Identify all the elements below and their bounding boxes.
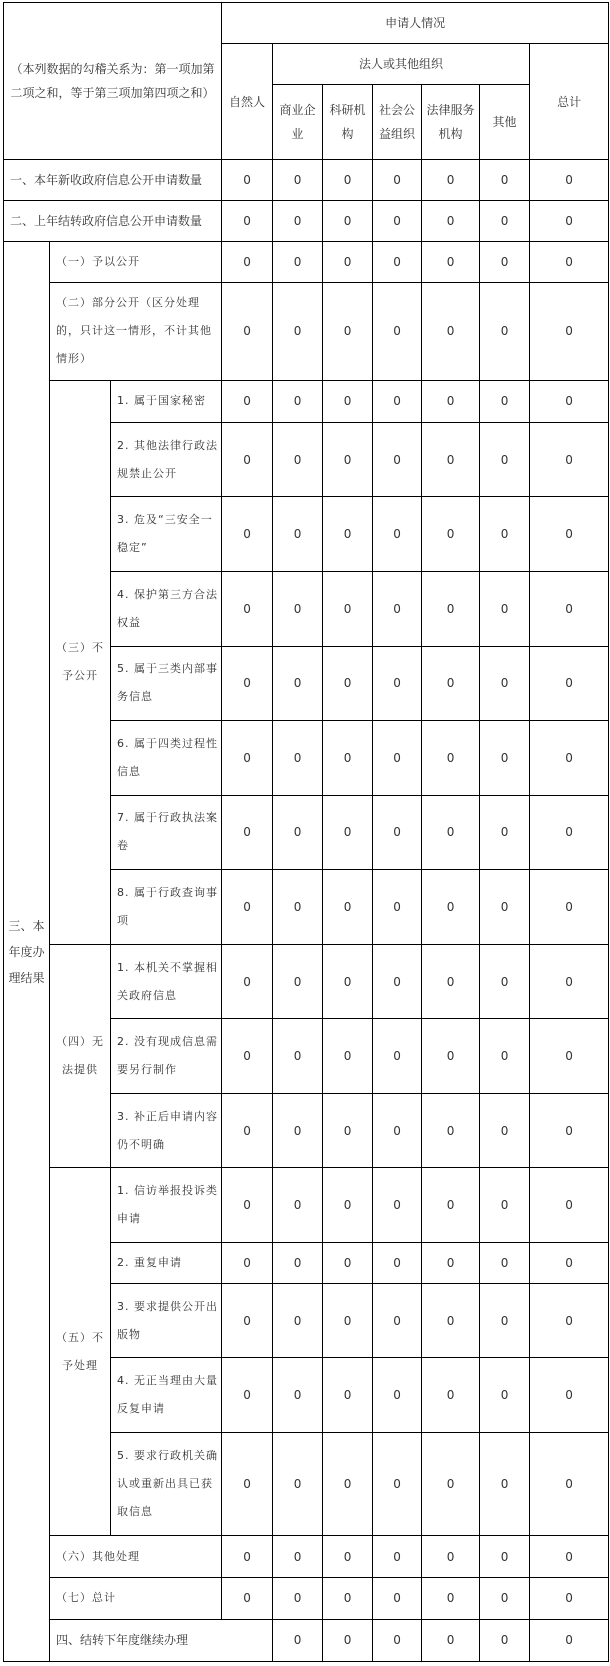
value-cell: 0 [422,870,480,945]
value-cell: 0 [530,1619,609,1661]
value-cell: 0 [422,380,480,422]
value-cell: 0 [422,571,480,646]
group-label-not-disclosed: （三）不予公开 [50,380,111,944]
value-cell: 0 [530,1433,609,1536]
value-cell: 0 [530,282,609,380]
value-cell: 0 [222,721,273,796]
value-cell: 0 [323,721,373,796]
value-cell: 0 [530,1536,609,1578]
header-other: 其他 [480,84,530,160]
value-cell: 0 [273,571,323,646]
value-cell: 0 [273,422,323,497]
item-label: 6. 属于四类过程性信息 [111,721,222,796]
value-cell: 0 [422,1093,480,1168]
header-total: 总计 [530,43,609,159]
value-cell: 0 [480,944,530,1019]
value-cell: 0 [373,1578,422,1620]
value-cell: 0 [222,422,273,497]
value-cell: 0 [222,1168,273,1243]
item-label: 3. 补正后申请内容仍不明确 [111,1093,222,1168]
item-label: 3. 要求提供公开出版物 [111,1283,222,1358]
row-label-new-applications: 一、本年新收政府信息公开申请数量 [4,160,222,201]
value-cell: 0 [273,1243,323,1284]
value-cell: 0 [530,1283,609,1358]
value-cell: 0 [480,1536,530,1578]
value-cell: 0 [373,870,422,945]
value-cell: 0 [480,1093,530,1168]
value-cell: 0 [222,1358,273,1433]
value-cell: 0 [323,1093,373,1168]
group-label-unable-to-provide: （四）无法提供 [50,944,111,1168]
item-label: 7. 属于行政执法案卷 [111,795,222,870]
value-cell: 0 [480,380,530,422]
value-cell: 0 [373,1536,422,1578]
value-cell: 0 [422,1283,480,1358]
value-cell: 0 [373,201,422,242]
value-cell: 0 [530,1168,609,1243]
item-label: 2. 其他法律行政法规禁止公开 [111,422,222,497]
table-row [4,1578,609,1620]
value-cell: 0 [373,282,422,380]
value-cell: 0 [480,1168,530,1243]
value-cell: 0 [530,1358,609,1433]
header-note: （本列数据的勾稽关系为：第一项加第二项之和，等于第三项加第四项之和） [4,3,222,160]
value-cell: 0 [422,646,480,721]
application-statistics-table [3,2,609,1662]
value-cell: 0 [530,380,609,422]
value-cell: 0 [373,380,422,422]
value-cell: 0 [323,282,373,380]
value-cell: 0 [373,1358,422,1433]
value-cell: 0 [222,1433,273,1536]
value-cell: 0 [480,1578,530,1620]
value-cell: 0 [273,795,323,870]
row-label-partially-disclosed: （二）部分公开（区分处理的，只计这一情形，不计其他情形） [50,282,222,380]
value-cell: 0 [273,1619,323,1661]
value-cell: 0 [480,422,530,497]
value-cell: 0 [373,721,422,796]
value-cell: 0 [373,795,422,870]
value-cell: 0 [530,1243,609,1284]
value-cell: 0 [422,1243,480,1284]
value-cell: 0 [480,160,530,201]
value-cell: 0 [273,242,323,283]
value-cell: 0 [422,497,480,572]
value-cell: 0 [323,497,373,572]
value-cell: 0 [323,1578,373,1620]
value-cell: 0 [323,422,373,497]
value-cell: 0 [480,571,530,646]
value-cell: 0 [480,1019,530,1094]
value-cell: 0 [422,1168,480,1243]
value-cell: 0 [222,160,273,201]
value-cell: 0 [273,1283,323,1358]
value-cell: 0 [323,1243,373,1284]
value-cell: 0 [323,201,373,242]
value-cell: 0 [422,1619,480,1661]
item-label: 1. 属于国家秘密 [111,380,222,422]
value-cell: 0 [373,1433,422,1536]
value-cell: 0 [273,380,323,422]
value-cell: 0 [273,1168,323,1243]
value-cell: 0 [530,497,609,572]
value-cell: 0 [273,870,323,945]
header-natural-person: 自然人 [222,43,273,159]
value-cell: 0 [323,1283,373,1358]
value-cell: 0 [480,646,530,721]
value-cell: 0 [273,646,323,721]
value-cell: 0 [373,497,422,572]
value-cell: 0 [323,1433,373,1536]
value-cell: 0 [480,795,530,870]
value-cell: 0 [530,944,609,1019]
value-cell: 0 [530,571,609,646]
table-row [4,160,609,201]
value-cell: 0 [480,1243,530,1284]
value-cell: 0 [480,1283,530,1358]
table-row [4,380,609,422]
value-cell: 0 [323,380,373,422]
value-cell: 0 [530,721,609,796]
item-label: 4. 无正当理由大量反复申请 [111,1358,222,1433]
header-legal-service: 法律服务机构 [422,84,480,160]
value-cell: 0 [273,497,323,572]
value-cell: 0 [273,1019,323,1094]
value-cell: 0 [373,571,422,646]
value-cell: 0 [373,1168,422,1243]
value-cell: 0 [530,242,609,283]
value-cell: 0 [530,1019,609,1094]
value-cell: 0 [222,646,273,721]
value-cell: 0 [530,160,609,201]
value-cell: 0 [480,282,530,380]
header-row-1 [4,3,609,44]
value-cell: 0 [480,1619,530,1661]
table-row [4,201,609,242]
value-cell: 0 [480,201,530,242]
value-cell: 0 [422,721,480,796]
value-cell: 0 [373,1619,422,1661]
value-cell: 0 [273,1093,323,1168]
value-cell: 0 [530,646,609,721]
row-label-other-handling: （六）其他处理 [50,1536,222,1578]
value-cell: 0 [373,1283,422,1358]
item-label: 1. 信访举报投诉类申请 [111,1168,222,1243]
value-cell: 0 [273,282,323,380]
item-label: 5. 属于三类内部事务信息 [111,646,222,721]
value-cell: 0 [373,1019,422,1094]
value-cell: 0 [273,1433,323,1536]
value-cell: 0 [422,242,480,283]
value-cell: 0 [422,1578,480,1620]
value-cell: 0 [273,944,323,1019]
value-cell: 0 [373,944,422,1019]
item-label: 2. 没有现成信息需要另行制作 [111,1019,222,1094]
value-cell: 0 [323,160,373,201]
value-cell: 0 [373,160,422,201]
item-label: 3. 危及“三安全一稳定” [111,497,222,572]
value-cell: 0 [222,497,273,572]
value-cell: 0 [222,1578,273,1620]
table-row [4,944,609,1019]
row-label-carried-over: 二、上年结转政府信息公开申请数量 [4,201,222,242]
value-cell: 0 [222,1536,273,1578]
value-cell: 0 [222,380,273,422]
item-label: 5. 要求行政机关确认或重新出具已获取信息 [111,1433,222,1536]
item-label: 2. 重复申请 [111,1243,222,1284]
value-cell: 0 [530,1578,609,1620]
value-cell: 0 [422,1019,480,1094]
value-cell: 0 [422,1433,480,1536]
value-cell: 0 [422,201,480,242]
value-cell: 0 [273,721,323,796]
value-cell: 0 [422,422,480,497]
value-cell: 0 [273,1536,323,1578]
value-cell: 0 [222,870,273,945]
table-row [4,282,609,380]
value-cell: 0 [422,1358,480,1433]
value-cell: 0 [480,870,530,945]
value-cell: 0 [373,242,422,283]
value-cell: 0 [373,646,422,721]
item-label: 8. 属于行政查询事项 [111,870,222,945]
value-cell: 0 [530,795,609,870]
value-cell: 0 [373,1243,422,1284]
value-cell: 0 [530,870,609,945]
value-cell: 0 [222,282,273,380]
row-label-subtotal: （七）总计 [50,1578,222,1620]
value-cell: 0 [480,1358,530,1433]
header-applicant-situation: 申请人情况 [222,3,609,44]
table-row [4,242,609,283]
value-cell: 0 [422,944,480,1019]
item-label: 1. 本机关不掌握相关政府信息 [111,944,222,1019]
section-3-label: 三、本年度办理结果 [4,242,50,1662]
value-cell: 0 [323,870,373,945]
value-cell: 0 [530,422,609,497]
value-cell: 0 [373,1093,422,1168]
value-cell: 0 [480,242,530,283]
value-cell: 0 [480,721,530,796]
value-cell: 0 [530,1093,609,1168]
group-label-not-processed: （五）不予处理 [50,1168,111,1536]
value-cell: 0 [273,160,323,201]
value-cell: 0 [373,422,422,497]
value-cell: 0 [530,201,609,242]
row-label-carry-forward: 四、结转下年度继续办理 [50,1619,273,1661]
value-cell: 0 [323,646,373,721]
value-cell: 0 [323,242,373,283]
value-cell: 0 [480,1433,530,1536]
value-cell: 0 [222,1019,273,1094]
item-label: 4. 保护第三方合法权益 [111,571,222,646]
value-cell: 0 [222,1093,273,1168]
value-cell: 0 [422,795,480,870]
value-cell: 0 [323,571,373,646]
value-cell: 0 [222,944,273,1019]
value-cell: 0 [323,1619,373,1661]
value-cell: 0 [273,201,323,242]
table-row [4,1619,609,1661]
value-cell: 0 [480,497,530,572]
value-cell: 0 [273,1578,323,1620]
value-cell: 0 [323,795,373,870]
value-cell: 0 [273,1358,323,1433]
value-cell: 0 [323,1358,373,1433]
value-cell: 0 [222,1243,273,1284]
table-row [4,1168,609,1243]
row-label-disclosed: （一）予以公开 [50,242,222,283]
value-cell: 0 [323,1536,373,1578]
value-cell: 0 [222,571,273,646]
table-row [4,1536,609,1578]
value-cell: 0 [323,1019,373,1094]
value-cell: 0 [222,1283,273,1358]
value-cell: 0 [422,282,480,380]
value-cell: 0 [222,201,273,242]
value-cell: 0 [422,160,480,201]
header-commercial: 商业企业 [273,84,323,160]
value-cell: 0 [222,795,273,870]
value-cell: 0 [323,1168,373,1243]
value-cell: 0 [323,944,373,1019]
header-research: 科研机构 [323,84,373,160]
header-social-welfare: 社会公益组织 [373,84,422,160]
value-cell: 0 [222,242,273,283]
value-cell: 0 [422,1536,480,1578]
header-legal-or-other: 法人或其他组织 [273,43,530,84]
